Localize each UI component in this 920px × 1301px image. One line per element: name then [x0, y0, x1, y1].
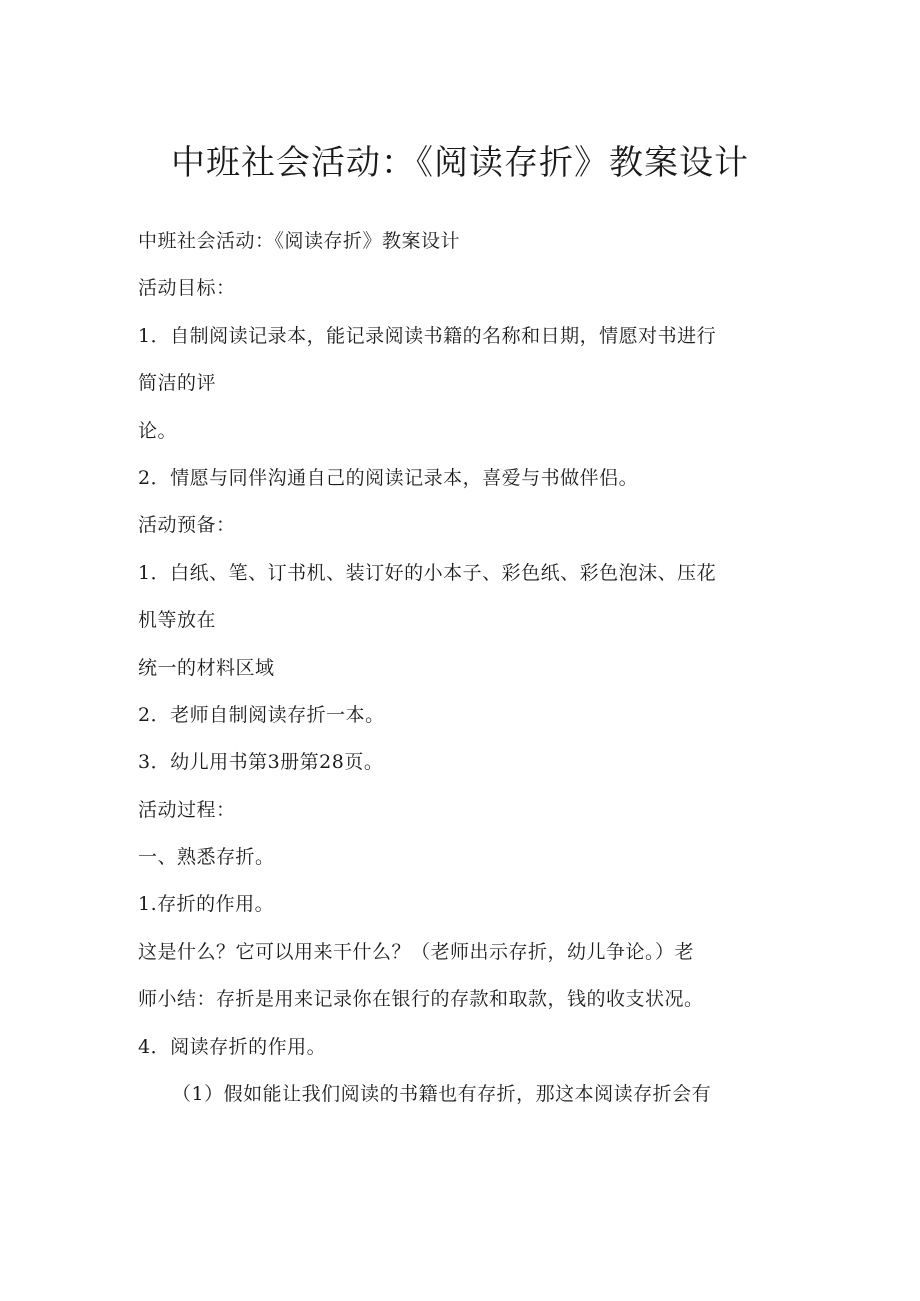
text-line: 活动目标： [138, 277, 236, 300]
text-line: 4．阅读存折的作用。 [138, 1035, 327, 1058]
text-line: 3．幼儿用书第3册第28页。 [138, 751, 384, 774]
text-line: 中班社会活动：《阅读存折》教案设计 [138, 230, 461, 252]
document-title: 中班社会活动：《阅读存折》教案设计 [171, 143, 749, 183]
text-line: 1．自制阅读记录本，能记录阅读书籍的名称和日期，情愿对书进行 [138, 324, 717, 347]
text-line: 简洁的评 [138, 372, 217, 395]
text-line: （1）假如能让我们阅读的书籍也有存折，那这本阅读存折会有 [172, 1083, 712, 1106]
text-line: 统一的材料区域 [138, 656, 275, 679]
text-line: 一、熟悉存折。 [138, 846, 275, 869]
text-line: 这是什么？它可以用来干什么？（老师出示存折，幼儿争论。）老 [138, 940, 695, 963]
text-line: 活动过程： [138, 798, 236, 821]
text-line: 2．老师自制阅读存折一本。 [138, 703, 385, 726]
text-line: 1.存折的作用。 [138, 893, 275, 916]
text-line: 活动预备： [138, 514, 236, 537]
text-line: 2．情愿与同伴沟通自己的阅读记录本，喜爱与书做伴侣。 [138, 466, 639, 489]
text-line: 论。 [138, 419, 178, 442]
document-body [138, 218, 788, 1118]
text-line: 师小结：存折是用来记录你在银行的存款和取款，钱的收支状况。 [138, 988, 704, 1011]
text-line: 机等放在 [138, 609, 217, 632]
text-line: 1．白纸、笔、订书机、装订好的小本子、彩色纸、彩色泡沫、压花 [138, 561, 717, 584]
